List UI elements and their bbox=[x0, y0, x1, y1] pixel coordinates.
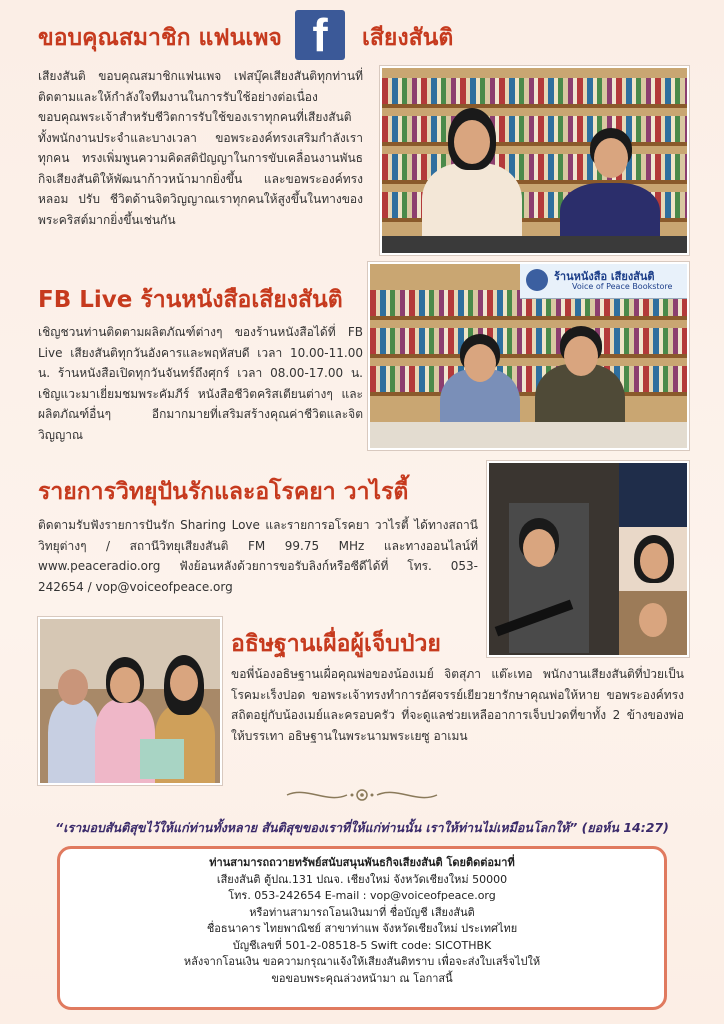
facebook-logo-icon: f bbox=[295, 10, 345, 60]
photo-staff-praying bbox=[380, 66, 689, 255]
store-logo-icon bbox=[526, 269, 548, 291]
store-sign: ร้านหนังสือ เสียงสันติ Voice of Peace Bookstore bbox=[520, 264, 687, 299]
donation-transfer: หรือท่านสามารถโอนเงินมาที่ ชื่อบัญชี เสียงสันติ bbox=[249, 905, 475, 919]
bible-quote: “เรามอบสันติสุขไว้ให้แก่ท่านทั้งหลาย สันติสุขของเราที่ให้แก่ท่านนั้น เราให้ท่านไม่เหมือนโลกให้” (ยอห์น 14:27) bbox=[55, 820, 669, 835]
donation-title: ท่านสามารถถวายทรัพย์สนับสนุนพันธกิจเสียงสันติ โดยติดต่อมาที่ bbox=[209, 856, 515, 869]
donation-notify: หลังจากโอนเงิน ขอความกรุณาแจ้งให้เสียงสันติทราบ เพื่อจะส่งใบเสร็จไปให้ bbox=[183, 955, 541, 968]
donation-bank: ชื่อธนาคาร ไทยพาณิชย์ สาขาท่าแพ จังหวัดเชียงใหม่ ประเทศไทย bbox=[206, 922, 518, 935]
section4-body: ขอพี่น้องอธิษฐานเผื่อคุณพ่อของน้องเมย์ จิตสุภา แต๊ะเทอ พนักงานเสียงสันติที่ป่วยเป็นโรคมะเร็งปอด ขอพระเจ้าทรงทำการอัศจรรย์เยียวยารักษาคุณพ่อให้หาย ขอพระองค์ทรงสถิตอยู่กับน้องเมย์และครอบครัว ที่จะดูแลช่วยเหลืออาการเจ็บปวดที่ขาทั้ง 2 ข้างของพ่อให้บรรเทา อธิษฐานในพระนามพระเยซู อาเมน bbox=[231, 667, 684, 743]
donation-account: บัญชีเลขที่ 501-2-08518-5 Swift code: SICOTHBK bbox=[232, 938, 492, 952]
section1-heading-left: ขอบคุณสมาชิก แฟนเพจ bbox=[38, 25, 282, 51]
section2-body: เชิญชวนท่านติดตามผลิตภัณฑ์ต่างๆ ของร้านหนังสือได้ที่ FB Live เสียงสันติทุกวันอังคารและพฤหัสบดี เวลา 10.00-11.00 น. ร้านหนังสือเปิดทุกวันจันทร์ถึงศุกร์ เวลา 08.00-17.00 น. เชิญแวะมาเยี่ยมชมพระคัมภีร์ หนังสือชีวิตคริสเตียนต่างๆ และผลิตภัณฑ์อื่นๆ อีกมากมายที่เสริมสร้างคุณค่าชีวิตและจิตวิญญาณ bbox=[38, 325, 363, 442]
donation-contact: โทร. 053-242654 E-mail : vop@voiceofpeace.org bbox=[228, 889, 496, 902]
section3-body: ติดตามรับฟังรายการปันรัก Sharing Love และรายการอโรคยา วาไรตี้ ได้ทางสถานีวิทยุต่างๆ / สถานีวิทยุเสียงสันติ FM 99.75 MHz และทางออนไลน์ที่ www.peaceradio.org ฟังย้อนหลังด้วยการขอรับลิงก์หรือซีดีได้ที่ โทร. 053-242654 / vop@voiceofpeace.org bbox=[38, 518, 478, 594]
donation-thanks: ขอขอบพระคุณล่วงหน้ามา ณ โอกาสนี้ bbox=[271, 971, 453, 985]
ornament-divider-icon bbox=[282, 784, 442, 806]
section1-body: เสียงสันติ ขอบคุณสมาชิกแฟนเพจ เฟสบุ๊คเสียงสันติทุกท่านที่ติดตามและให้กำลังใจทีมงานในการรับใช้อย่างต่อเนื่อง ขอบคุณพระเจ้าสำหรับชีวิตการรับใช้ของเราทุกคนที่เสียงสันติทั้งพนักงานประจำและบางเวลา ขอพระองค์ทรงเสริมกำลังเราทุกคน ทรงเพิ่มพูนความคิดสติปัญญาในการขับเคลื่อนงานพันธกิจเสียงสันติให้พัฒนาก้าวหน้ามากยิ่งขึ้น และขอพระองค์ทรงหลอม ปรับ ชีวิตด้านจิตวิญญาณเราทุกคนให้สูงขึ้นในทางของพระคริสต์มากยิ่งขึ้นเช่นกัน bbox=[38, 69, 363, 227]
section3-heading: รายการวิทยุปันรักและอโรคยา วาไรตี้ bbox=[38, 479, 409, 505]
section1-heading bbox=[38, 24, 282, 52]
section4-heading: อธิษฐานเผื่อผู้เจ็บป่วย bbox=[231, 631, 441, 657]
donation-address: เสียงสันติ ตู้ปณ.131 ปณจ. เชียงใหม่ จังหวัดเชียงใหม่ 50000 bbox=[216, 872, 508, 886]
photo-family-prayer bbox=[38, 617, 222, 785]
section1-heading-right: เสียงสันติ bbox=[362, 25, 454, 51]
photo-fb-live-bookstore bbox=[368, 262, 689, 450]
section2-heading: FB Live ร้านหนังสือเสียงสันติ bbox=[38, 287, 343, 313]
donation-info-box bbox=[57, 846, 667, 1010]
photo-radio-studio-collage bbox=[487, 461, 689, 657]
